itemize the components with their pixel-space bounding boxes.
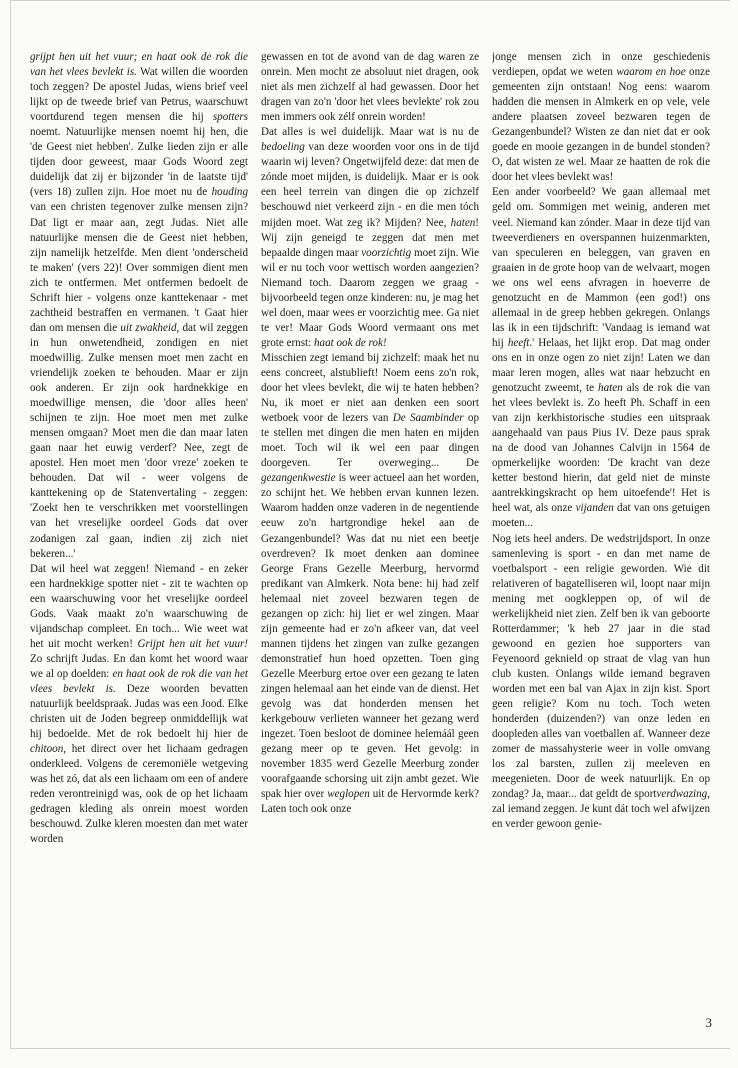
italic-run: bedoeling xyxy=(261,141,305,154)
italic-run: en haat ook de rok die van het vlees bevlekt is. xyxy=(30,667,248,695)
paragraph xyxy=(261,125,479,351)
text-run: Wat willen die woorden toch zeggen? De apostel Judas, wiens brief veel lijkt op de tweede brief van Petrus, waarschuwt voortdurend tegen mensen die hij xyxy=(30,66,248,124)
text-run: Dat alles is wel duidelijk. Maar wat is nu de xyxy=(261,126,479,139)
italic-run: voorzichtig xyxy=(361,246,412,259)
text-run: dat van ons getuigen moeten... xyxy=(492,502,710,530)
text-column-3 xyxy=(492,50,710,1025)
text-column-2 xyxy=(261,50,479,1025)
text-run: , dat wil zeggen in hun onwetendheid, zondigen en niet moedwillig. Zulke mensen moet men zacht en vriendelijk zoeken te behouden. Maar er zijn ook anderen. Er zijn ook hardnekkige en moedwillige mensen, die 'door alles heen' schijnen te zijn. Hoe moet men met zulke mensen omgaan? Moet men die dan maar laten gaan naar het euwig verderf? Nee, zegt de apostel. Hen moet men 'door vreze' zoeken te behouden. Dat wil - weer volgens de kanttekening op de Statenvertaling - zeggen: 'Zoekt hen te verschrikken met voorstellingen van het vreselijke oordeel Gods dat over zodanigen zal gaan, indien zij zich niet bekeren...' xyxy=(30,321,248,560)
italic-run: haat ook de rok! xyxy=(314,336,387,349)
page-number: 3 xyxy=(705,1015,712,1030)
text-run: Nog iets heel anders. De wedstrijdsport. In onze samenleving is sport - en dan met name de voetbalsport - een religie geworden. Wie dit relativeren of bagatelliseren wil, loopt naar mijn mening met oogkleppen op, of wil de werkelijkheid niet zien. Zelf ben ik van geboorte Rotterdammer; 'k heb 27 jaar in die stad gewoond en gezien hoe supporters van Feyenoord geknield op straat de vlag van hun club kusten. Onlangs wilde iemand begraven worden met een bal van Ajax in zijn kist. Sport geen religie? Kom nu toch. Toch weten honderden (duizenden?) van onze leden en doopleden alles van voetballen af. Wanneer deze zomer de massahysterie weer in volle omvang los zal barsten, zullen zij meeleven en meegenieten. Door de week natuurlijk. En op zondag? Ja, maar... dat geldt de sport xyxy=(492,532,710,801)
italic-run: heeft xyxy=(507,336,530,349)
text-run: van deze woorden voor ons in de tijd waarin wij leven? Ongetwijfeld deze: dat men de zónde moet mijden, is duidelijk. Maar er is ook een heel terrein van dingen die op zichzelf beschouwd niet verkeerd zijn - en die men tóch mijden moet. Wat zeg ik? Mijden? Nee, xyxy=(261,141,479,229)
paragraph xyxy=(492,532,710,833)
text-run: gewassen en tot de avond van de dag waren ze onrein. Men mocht ze absoluut niet dragen, ook niet als men zichzelf al had gewassen. Door het dragen van zo'n 'door het vlees bevlekte' rok zou men immers ook zélf onrein worden! xyxy=(261,51,479,124)
paragraph xyxy=(492,185,710,531)
italic-run: uit zwakheid xyxy=(120,321,177,334)
text-run: onze gemeenten zijn ontstaan! Nog eens: waarom hadden die mensen in Almkerk en op vele, vele andere plaatsen zoveel bezwaren tegen de Gezangenbundel? Wisten ze dan niet dat er ook goede en mooie gezangen in de bundel stonden? O, dat wisten ze wel. Maar ze haatten de rok die door het vlees bevlekt was! xyxy=(492,66,710,184)
text-run: .' Helaas, het lijkt erop. Dat mag onder ons en in onze ogen zo niet zijn! Laten we dan maar leren mogen, alles wat naar hebzucht en genotzucht zweemt, te xyxy=(492,336,710,395)
text-run: noemt. Natuurlijke mensen noemt hij hen, die 'de Geest niet hebben'. Zulke lieden zijn er alle tijden door geweest, maar Gods Woord zegt duidelijk dat zij er bijzonder 'in de laatste tijd' (vers 18) zullen zijn. Hoe moet nu de xyxy=(30,126,248,199)
text-run: als de rok die van het vlees bevlekt is. Zo heeft Ph. Schaff in een van zijn kerkhistorische studies een uitspraak aangehaald van paus Pius IV. Deze paus sprak na de dood van Johannes Calvijn in 1564 de opmerkelijke woorden: 'De kracht van deze ketter bestond hierin, dat geld niet de minste aantrekkingskracht op hem uitoefende'! Het is heel wat, als onze xyxy=(492,382,710,515)
text-run: van een christen tegenover zulke mensen zijn? Dat ligt er maar aan, zegt Judas. Niet alle natuurlijke mensen die de Geest niet hebben, zijn namelijk hetzelfde. Men dient 'onderscheid te maken' (vers 22)! Over sommigen dient men zich te ontfermen. Met ontfermen bedoelt de Schrift hier - volgens onze kanttekenaar - met zachtheid bestraffen en vermanen. 't Gaat hier dan om mensen die xyxy=(30,201,248,334)
paragraph xyxy=(261,351,479,817)
top-border xyxy=(10,0,730,1)
italic-run: waarom en hoe xyxy=(616,66,686,79)
paragraph xyxy=(492,50,710,185)
left-border xyxy=(10,0,11,1048)
italic-run: verdwazing xyxy=(656,788,708,801)
text-run: moet zijn. Wie wil er nu toch voor wettisch worden aangezien? Niemand toch. Daarom zeggen we graag - bijvoorbeeld tegen onze kinderen: nu, je mag het wel doen, maar wees er voorzichtig mee. Ga niet te ver! Maar Gods Woord vermaant ons met grote ernst: xyxy=(261,246,479,349)
italic-run: weglopen xyxy=(327,788,370,801)
article-body xyxy=(30,50,710,1025)
text-run: , het direct over het lichaam gedragen onderkleed. Volgens de ceremoniële wetgeving was het zó, dat als een lichaam om een of andere reden verontreinigd was, ook de op het lichaam gedragen kleding als onrein moest worden beschouwd. Zulke kleren moesten dan met water worden xyxy=(30,743,248,846)
text-run: Deze woorden bevatten natuurlijk beeldspraak. Judas was een Jood. Elke christen uit de Joden begreep onmiddellijk wat hij bedoelde. Met de rok bedoelt hij hier de xyxy=(30,682,248,741)
text-run: Zo schrijft Judas. En dan komt het woord waar we al op doelden: xyxy=(30,652,248,680)
paragraph xyxy=(30,50,248,562)
text-run: uit de Hervormde kerk? Laten toch ook onze xyxy=(261,788,479,816)
text-run: Dat wil heel wat zeggen! Niemand - en zeker een hardnekkige spotter niet - zit te wachten op een waarschuwing voor het vreselijke oordeel Gods. Vaak maakt zo'n waarschuwing de vijandschap compleet. En toch... Wie weet wat het uit mocht werken! xyxy=(30,562,248,650)
text-run: op te stellen met dingen die men haten en mijden moet. Toch wil ik wel een paar dingen doorgeven. Ter overweging... De xyxy=(261,412,479,470)
italic-run: haten xyxy=(450,216,476,229)
italic-run: Grijpt hen uit het vuur! xyxy=(137,637,248,650)
italic-run: De Saambinder xyxy=(392,412,464,425)
text-run: jonge mensen zich in onze geschiedenis verdiepen, opdat we weten xyxy=(492,51,710,79)
italic-run: chitoon xyxy=(30,743,64,756)
text-run: Een ander voorbeeld? We gaan allemaal met geld om. Sommigen met weinig, anderen met veel. Niemand kan zónder. Maar in deze tijd van tweeverdieners en overspannen huizenmarkten, van speculeren en beleggen, van graven en graaien in de grote hoop van de welvaart, mogen we ons wel eens afvragen in hoeverre de genotzucht en de Mammon (een god!) ons allemaal in de greep hebben gekregen. Onlangs las ik in een tijdschrift: 'Vandaag is iemand wat hij xyxy=(492,186,710,349)
italic-run: houding xyxy=(211,186,248,199)
text-run: is weer actueel aan het worden, zo schijnt het. We hebben ervan kunnen lezen. Waarom hadden onze vaderen in de negentiende eeuw zo'n hartgrondige hekel aan de Gezangenbundel? Was dat nu niet een beetje overdreven? Ik moet denken aan dominee George Frans Gezelle Meerburg, hervormd predikant van Almkerk. Nota bene: hij had zelf helemaal niet zoveel bezwaren tegen de gezangen op zich: hij liet er wel zingen. Maar zijn gemeente had er zo'n afkeer van, dat veel mannen tijdens het zingen van zulke gezangen demonstratief hun hoed opzetten. Toen ging Gezelle Meerburg ertoe over een gezang te laten zingen helemaal aan het einde van de dienst. Het gevolg was dat honderden mensen het kerkgebouw verlieten wanneer het gezang werd ingezet. Toen besloot de dominee helemáál geen gezang meer op te geven. Het gevolg: in november 1835 werd Gezelle Meerburg zonder voorafgaande schorsing uit zijn ambt gezet. Wie spak hier over xyxy=(261,472,479,801)
italic-run: haten xyxy=(598,382,623,395)
paragraph xyxy=(261,50,479,125)
bottom-border xyxy=(10,1048,730,1049)
text-run: Misschien zegt iemand bij zichzelf: maak het nu eens concreet, alstublieft! Noem eens zo'n rok, door het vlees bevlekt, die wij te haten hebben? Nu, ik moet er niet aan denken een soort wetboek voor de lezers van xyxy=(261,351,479,425)
paragraph xyxy=(30,562,248,848)
text-column-1 xyxy=(30,50,248,1025)
italic-run: grijpt hen uit het vuur; en haat ook de rok die van het vlees bevlekt is. xyxy=(30,51,248,79)
text-run: , zal iemand zeggen. Je kunt dát toch wel afwijzen en verder gewoon genie- xyxy=(492,788,710,831)
italic-run: gezangenkwestie xyxy=(261,472,336,485)
text-run: ! Wij zijn geneigd te zeggen dat men met bepaalde dingen maar xyxy=(261,216,479,259)
italic-run: vijanden xyxy=(575,502,614,515)
italic-run: spotters xyxy=(212,111,248,124)
